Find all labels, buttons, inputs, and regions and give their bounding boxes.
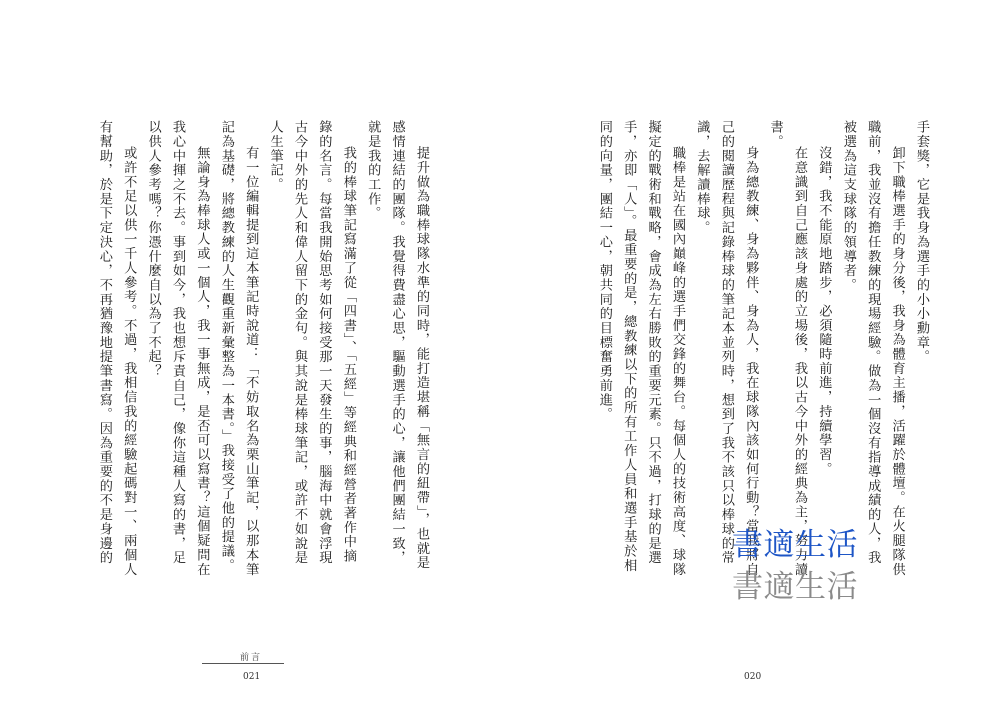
running-title: 前言: [240, 653, 263, 663]
watermark-secondary: 書適生活: [732, 569, 858, 605]
footer-rule: [202, 663, 284, 664]
text-column: 職棒是站在國內巔峰的選手們交鋒的舞台。每個人的技術高度、球隊: [670, 146, 685, 577]
text-column: 有一位編輯提到這本筆記時說道：「不妨取名為栗山筆記，以那本筆: [243, 146, 259, 577]
text-column: 卸下職棒選手的身分後，我身為體育主播，活躍於體壇。在火腿隊供: [889, 146, 905, 577]
text-column: 提升做為職棒球隊水準的同時，能打造堪稱「無言的紐帶」，也就是: [414, 146, 429, 571]
text-column: 以供人參考嗎？你憑什麼自以為了不起？: [145, 120, 161, 379]
text-column: 在意識到自己應該身處的立場後，我以古今中外的經典為主，努力讀: [792, 146, 807, 577]
text-column: 己的閱讀歷程與記錄棒球的筆記本並列時，想到了我不該只以棒球的常: [718, 120, 734, 565]
text-column: 人生筆記。: [267, 120, 283, 192]
text-column: 身為總教練、身為夥伴、身為人，我在球隊內該如何行動？當我將自: [743, 146, 759, 577]
text-column: 我的棒球筆記寫滿了從「四書」、「五經」等經典和經營者著作中摘: [340, 146, 356, 564]
text-column: 同的向量，團結一心，朝共同的目標奮勇前進。: [596, 120, 612, 422]
text-column: 古今中外的先人和偉人留下的金句。與其說是棒球筆記，或許不如說是: [292, 120, 307, 565]
text-column: 無論身為棒球人或一個人，我一事無成，是否可以寫書？這個疑問在: [194, 146, 210, 577]
text-column: 我心中揮之不去。事到如今，我也想斥責自己，像你這種人寫的書，足: [170, 120, 185, 565]
text-column: 手，亦即「人」。最重要的是，總教練以下的所有工作人員和選手基於相: [621, 120, 637, 573]
text-column: 就是我的工作。: [365, 120, 381, 221]
text-column: 或許不足以供一千人參考。不過，我相信我的經驗起碼對一、兩個人: [121, 146, 137, 577]
watermark-primary: 書適生活: [732, 527, 858, 563]
text-column: 感情連結的團隊。我覺得費盡心思，驅動選手的心，讓他們團結一致，: [389, 120, 405, 565]
text-column: 書。: [767, 120, 783, 149]
text-column: 識，去解讀棒球。: [694, 120, 710, 235]
text-column: 被選為這支球隊的領導者。: [840, 120, 856, 293]
text-column: 職前，我並沒有擔任教練的現場經驗。做為一個沒有指導成績的人，我: [865, 120, 881, 565]
text-column: 沒錯，我不能原地踏步，必須隨時前進，持續學習。: [816, 146, 832, 477]
text-column: 錄的名言。每當我開始思考如何接受那一天發生的事，腦海中就會浮現: [316, 120, 332, 565]
text-column: 手套獎，它是我身為選手的小小勳章。: [914, 120, 929, 364]
page-number-left: 021: [243, 672, 261, 682]
text-column: 記為基礎，將總教練的人生觀重新彙整為一本書。」我接受了他的提議。: [218, 120, 234, 573]
text-column: 擬定的戰術和戰略，會成為左右勝敗的重要元素。只不過，打球的是選: [645, 120, 661, 565]
text-column: 有幫助，於是下定決心，不再猶豫地提筆書寫。因為重要的不是身邊的: [96, 120, 112, 565]
page-number-right: 020: [744, 672, 762, 682]
